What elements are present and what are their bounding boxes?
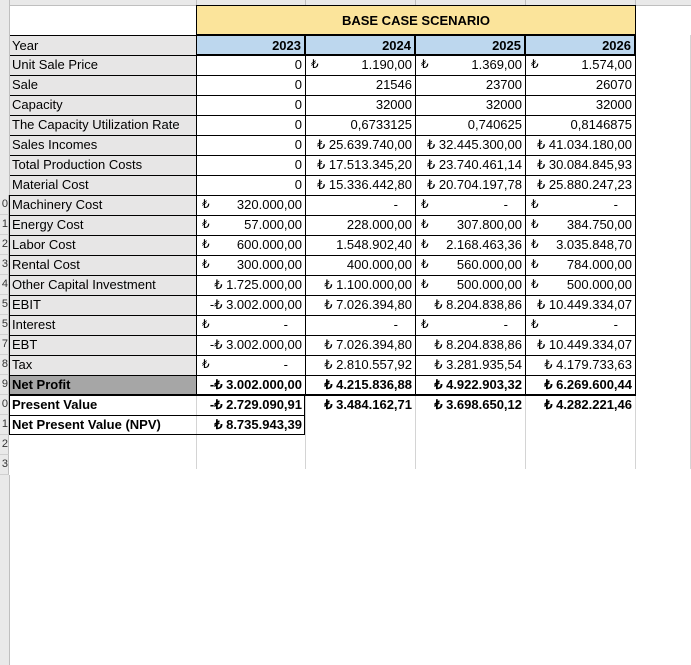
cell-value: ₺ 1.725.000,00 <box>214 277 302 292</box>
cell-value: - <box>613 317 618 332</box>
currency-icon: ₺ <box>531 217 539 231</box>
currency-icon: ₺ <box>531 237 539 251</box>
row-19-value-2 <box>305 415 415 435</box>
cell-value: 1.369,00 <box>471 57 522 72</box>
currency-icon: ₺ <box>531 57 539 71</box>
cell-value: - <box>393 317 398 332</box>
row-label: The Capacity Utilization Rate <box>9 115 196 135</box>
row-2-value-2 <box>305 75 415 95</box>
row-16-value-2 <box>305 355 415 375</box>
row-19-value-3 <box>415 415 525 435</box>
row-9-value-2 <box>305 215 415 235</box>
year-header-1: 2023 <box>196 35 305 55</box>
currency-icon: ₺ <box>421 57 429 71</box>
row-label: Net Profit <box>9 375 196 395</box>
cell-value: ₺ 3.281.935,54 <box>434 357 522 372</box>
cell-value: ₺ 23.740.461,14 <box>426 157 522 172</box>
row-label: Capacity <box>9 95 196 115</box>
row-label: Total Production Costs <box>9 155 196 175</box>
row-label: Present Value <box>9 395 196 415</box>
currency-icon: ₺ <box>421 237 429 251</box>
row-header-strip <box>0 5 10 195</box>
row-19-value-4 <box>525 415 635 435</box>
row-16-value-4 <box>525 355 635 375</box>
row-1-value-1 <box>196 55 305 75</box>
row-label: EBT <box>9 335 196 355</box>
cell-value: 23700 <box>485 77 522 92</box>
cell-value: ₺ 4.179.733,63 <box>544 357 632 372</box>
cell-value: - <box>613 197 618 212</box>
cell-value: ₺ 8.735.943,39 <box>214 417 302 432</box>
row-10-value-4 <box>525 235 635 255</box>
row-12-value-4 <box>525 275 635 295</box>
row-4-value-1 <box>196 115 305 135</box>
currency-icon: ₺ <box>202 217 210 231</box>
row-label: Labor Cost <box>9 235 196 255</box>
cell-value: 320.000,00 <box>236 197 302 212</box>
cell-value: 32000 <box>485 97 522 112</box>
row-7-value-3 <box>415 175 525 195</box>
row-13-value-2 <box>305 295 415 315</box>
row-2-value-1 <box>196 75 305 95</box>
row-8-value-2 <box>305 195 415 215</box>
cell-value: ₺ 10.449.334,07 <box>536 297 632 312</box>
cell-value: - <box>283 357 288 372</box>
row-label: Net Present Value (NPV) <box>9 415 196 435</box>
row-label: Machinery Cost <box>9 195 196 215</box>
row-14-value-4 <box>525 315 635 335</box>
row-3-value-2 <box>305 95 415 115</box>
cell-value: 500.000,00 <box>456 277 522 292</box>
row-10-value-1 <box>196 235 305 255</box>
cell-value: 0 <box>294 97 302 112</box>
row-1-value-4 <box>525 55 635 75</box>
cell-value: 1.574,00 <box>581 57 632 72</box>
row-1-value-2 <box>305 55 415 75</box>
row-12-value-1 <box>196 275 305 295</box>
row-5-value-4 <box>525 135 635 155</box>
row-number[interactable]: 2 <box>0 235 9 255</box>
cell-value: 784.000,00 <box>566 257 632 272</box>
cell-value: ₺ 15.336.442,80 <box>316 177 412 192</box>
cell-value: ₺ 3.484.162,71 <box>324 397 412 412</box>
row-label: Tax <box>9 355 196 375</box>
cell-value: - <box>283 317 288 332</box>
row-4-value-2 <box>305 115 415 135</box>
cell-value: 307.800,00 <box>456 217 522 232</box>
row-18-value-1 <box>196 395 305 415</box>
row-number[interactable]: 1 <box>0 215 9 235</box>
year-header-3: 2025 <box>415 35 525 55</box>
currency-icon: ₺ <box>531 257 539 271</box>
row-11-value-3 <box>415 255 525 275</box>
cell-value: 228.000,00 <box>346 217 412 232</box>
cell-value: 1.548.902,40 <box>336 237 412 252</box>
row-9-value-1 <box>196 215 305 235</box>
cell-value: 0,740625 <box>467 117 522 132</box>
row-label: Other Capital Investment <box>9 275 196 295</box>
cell-value: ₺ 4.282.221,46 <box>544 397 632 412</box>
currency-icon: ₺ <box>202 317 210 331</box>
cell-value: -₺ 3.002.000,00 <box>209 337 302 352</box>
row-label: Sale <box>9 75 196 95</box>
row-number[interactable]: 3 <box>0 255 9 275</box>
cell-value: ₺ 6.269.600,44 <box>544 377 632 392</box>
row-13-value-1 <box>196 295 305 315</box>
row-17-value-1 <box>196 375 305 395</box>
row-4-value-3 <box>415 115 525 135</box>
cell-value: ₺ 10.449.334,07 <box>536 337 632 352</box>
cell-value: ₺ 41.034.180,00 <box>536 137 632 152</box>
year-header-2: 2024 <box>305 35 415 55</box>
currency-icon: ₺ <box>202 237 210 251</box>
cell-value: ₺ 8.204.838,86 <box>434 297 522 312</box>
cell-value: ₺ 25.880.247,23 <box>536 177 632 192</box>
row-5-value-2 <box>305 135 415 155</box>
cell-value: 400.000,00 <box>346 257 412 272</box>
row-12-value-3 <box>415 275 525 295</box>
row-16-value-3 <box>415 355 525 375</box>
year-header-4: 2026 <box>525 35 635 55</box>
currency-icon: ₺ <box>531 197 539 211</box>
currency-icon: ₺ <box>421 217 429 231</box>
cell-value: -₺ 3.002.000,00 <box>209 377 302 392</box>
row-number[interactable]: 8 <box>0 355 9 375</box>
row-16-value-1 <box>196 355 305 375</box>
currency-icon: ₺ <box>421 277 429 291</box>
cell-value: 57.000,00 <box>244 217 302 232</box>
row-number[interactable]: 4 <box>0 275 9 295</box>
row-9-value-3 <box>415 215 525 235</box>
row-7-value-1 <box>196 175 305 195</box>
currency-icon: ₺ <box>421 257 429 271</box>
row-3-value-1 <box>196 95 305 115</box>
row-4-value-4 <box>525 115 635 135</box>
cell-value: ₺ 3.698.650,12 <box>434 397 522 412</box>
row-number[interactable]: 2 <box>0 435 9 455</box>
row-3-value-4 <box>525 95 635 115</box>
cell-value: 0 <box>294 137 302 152</box>
row-10-value-2 <box>305 235 415 255</box>
row-6-value-3 <box>415 155 525 175</box>
row-12-value-2 <box>305 275 415 295</box>
cell-value: 26070 <box>595 77 632 92</box>
row-1-value-3 <box>415 55 525 75</box>
cell-value: 300.000,00 <box>236 257 302 272</box>
row-5-value-1 <box>196 135 305 155</box>
currency-icon: ₺ <box>531 317 539 331</box>
row-15-value-1 <box>196 335 305 355</box>
row-14-value-2 <box>305 315 415 335</box>
row-5-value-3 <box>415 135 525 155</box>
row-6-value-1 <box>196 155 305 175</box>
cell-value: 21546 <box>375 77 412 92</box>
row-2-value-3 <box>415 75 525 95</box>
currency-icon: ₺ <box>311 57 319 71</box>
row-17-value-4 <box>525 375 635 395</box>
row-8-value-3 <box>415 195 525 215</box>
row-8-value-4 <box>525 195 635 215</box>
cell-value: 0 <box>294 77 302 92</box>
row-19-value-1 <box>196 415 305 435</box>
currency-icon: ₺ <box>202 197 210 211</box>
row-7-value-4 <box>525 175 635 195</box>
row-14-value-1 <box>196 315 305 335</box>
row-number[interactable]: 1 <box>0 415 9 435</box>
row-number[interactable]: 5 <box>0 295 9 315</box>
cell-value: 600.000,00 <box>236 237 302 252</box>
currency-icon: ₺ <box>202 257 210 271</box>
row-number[interactable]: 0 <box>0 195 9 215</box>
row-6-value-4 <box>525 155 635 175</box>
cell-value: ₺ 1.100.000,00 <box>324 277 412 292</box>
cell-value: 560.000,00 <box>456 257 522 272</box>
year-label: Year <box>9 35 196 55</box>
row-number[interactable]: 3 <box>0 455 9 475</box>
cell-value: 32000 <box>375 97 412 112</box>
row-label: EBIT <box>9 295 196 315</box>
scenario-title: BASE CASE SCENARIO <box>196 5 636 35</box>
row-11-value-1 <box>196 255 305 275</box>
cell-value: 1.190,00 <box>361 57 412 72</box>
row-18-value-2 <box>305 395 415 415</box>
currency-icon: ₺ <box>202 357 210 371</box>
cell-value: - <box>503 197 508 212</box>
row-17-value-3 <box>415 375 525 395</box>
cell-value: ₺ 20.704.197,78 <box>426 177 522 192</box>
row-2-value-4 <box>525 75 635 95</box>
cell-value: ₺ 30.084.845,93 <box>536 157 632 172</box>
cell-value: 0,8146875 <box>570 117 632 132</box>
currency-icon: ₺ <box>531 277 539 291</box>
row-13-value-3 <box>415 295 525 315</box>
cell-value: 0 <box>294 57 302 72</box>
cell-value: ₺ 4.215.836,88 <box>324 377 412 392</box>
cell-value: 32000 <box>595 97 632 112</box>
currency-icon: ₺ <box>421 197 429 211</box>
cell-value: ₺ 2.810.557,92 <box>324 357 412 372</box>
currency-icon: ₺ <box>421 317 429 331</box>
row-label: Material Cost <box>9 175 196 195</box>
cell-value: ₺ 17.513.345,20 <box>316 157 412 172</box>
row-18-value-4 <box>525 395 635 415</box>
row-7-value-2 <box>305 175 415 195</box>
cell-value: ₺ 4.922.903,32 <box>434 377 522 392</box>
row-17-value-2 <box>305 375 415 395</box>
cell-value: -₺ 3.002.000,00 <box>209 297 302 312</box>
row-label: Unit Sale Price <box>9 55 196 75</box>
row-13-value-4 <box>525 295 635 315</box>
row-6-value-2 <box>305 155 415 175</box>
row-number[interactable]: 5 <box>0 315 9 335</box>
row-number[interactable]: 9 <box>0 375 9 395</box>
cell-value: 2.168.463,36 <box>446 237 522 252</box>
cell-value: ₺ 7.026.394,80 <box>324 297 412 312</box>
cell-value: ₺ 7.026.394,80 <box>324 337 412 352</box>
row-3-value-3 <box>415 95 525 115</box>
cell-value: - <box>503 317 508 332</box>
cell-value: -₺ 2.729.090,91 <box>209 397 302 412</box>
cell-value: ₺ 8.204.838,86 <box>434 337 522 352</box>
row-number[interactable]: 7 <box>0 335 9 355</box>
cell-value: - <box>393 197 398 212</box>
row-15-value-3 <box>415 335 525 355</box>
row-15-value-2 <box>305 335 415 355</box>
cell-value: ₺ 32.445.300,00 <box>426 137 522 152</box>
row-9-value-4 <box>525 215 635 235</box>
row-header-strip <box>0 475 10 665</box>
row-10-value-3 <box>415 235 525 255</box>
row-8-value-1 <box>196 195 305 215</box>
cell-value: 384.750,00 <box>566 217 632 232</box>
cell-value: 0 <box>294 177 302 192</box>
row-14-value-3 <box>415 315 525 335</box>
cell-value: 0 <box>294 117 302 132</box>
row-label: Sales Incomes <box>9 135 196 155</box>
cell-value: 3.035.848,70 <box>556 237 632 252</box>
row-label: Interest <box>9 315 196 335</box>
row-number[interactable]: 0 <box>0 395 9 415</box>
cell-value: 500.000,00 <box>566 277 632 292</box>
cell-value: 0,6733125 <box>350 117 412 132</box>
row-label: Energy Cost <box>9 215 196 235</box>
row-18-value-3 <box>415 395 525 415</box>
row-11-value-2 <box>305 255 415 275</box>
row-15-value-4 <box>525 335 635 355</box>
row-label: Rental Cost <box>9 255 196 275</box>
cell-value: ₺ 25.639.740,00 <box>316 137 412 152</box>
cell-value: 0 <box>294 157 302 172</box>
row-11-value-4 <box>525 255 635 275</box>
